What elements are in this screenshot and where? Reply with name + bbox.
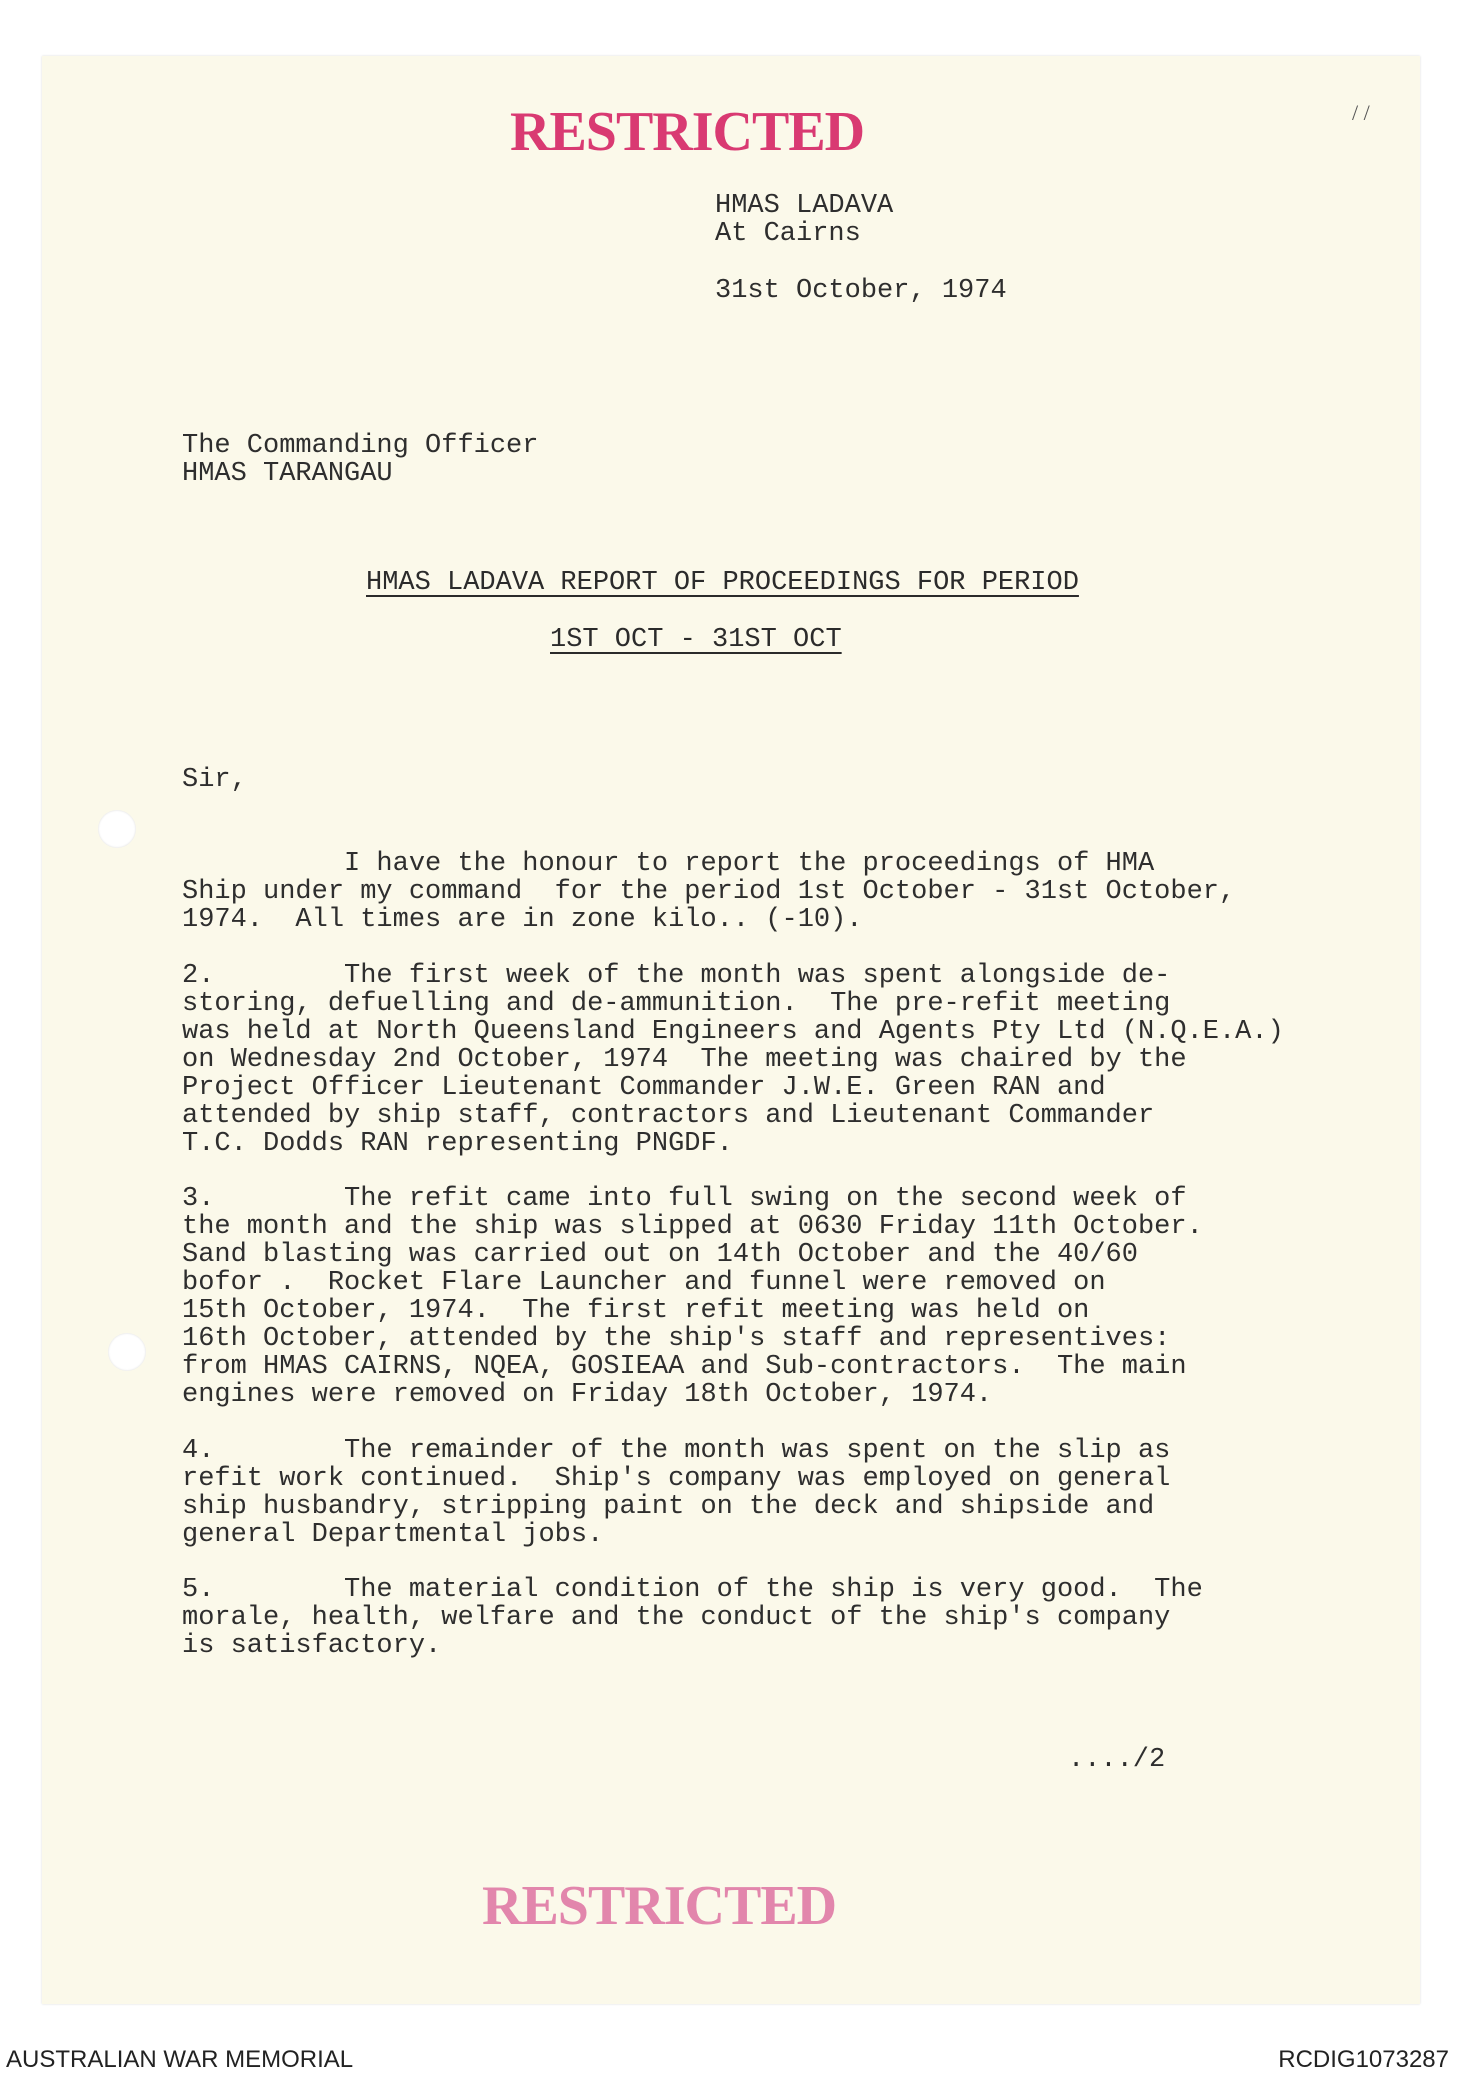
- archive-credit: AUSTRALIAN WAR MEMORIAL: [6, 2046, 354, 2073]
- page-continuation-ref: ..../2: [1068, 1745, 1166, 1775]
- paragraph-1: I have the honour to report the proceedings of HMA Ship under my command for the period 1st October - 31st October, 1974. All times are in zone kilo.. (-10).: [182, 849, 1236, 935]
- salutation: Sir,: [182, 765, 247, 795]
- addressee-title: The Commanding Officer: [182, 431, 539, 461]
- punch-hole: [108, 1333, 146, 1371]
- sender-ship: HMAS LADAVA: [715, 191, 894, 221]
- restricted-stamp-top: RESTRICTED: [510, 101, 865, 163]
- addressee-ship: HMAS TARANGAU: [182, 459, 393, 489]
- report-title: HMAS LADAVA REPORT OF PROCEEDINGS FOR PERIOD: [366, 568, 1079, 598]
- paragraph-3: 3. The refit came into full swing on the second week of the month and the ship was slipped at 0630 Friday 11th October. Sand blasting was carried out on 14th October and the 40/60 bofor . Rocket Flare Launcher and funnel were removed on 15th October, 1974. The first refit meeting was held on 16th October, attended by the ship's staff and representives: from HMAS CAIRNS, NQEA, GOSIEAA and Sub-contractors. The main engines were removed on Friday 18th October, 1974.: [182, 1184, 1203, 1410]
- paragraph-4: 4. The remainder of the month was spent on the slip as refit work continued. Ship's company was employed on general ship husbandry, stripping paint on the deck and shipside and general Departmental jobs.: [182, 1436, 1171, 1550]
- report-period: 1ST OCT - 31ST OCT: [550, 625, 842, 655]
- letter-date: 31st October, 1974: [715, 276, 1007, 306]
- punch-hole: [98, 810, 136, 848]
- addressee-block: [182, 432, 538, 488]
- archive-id: RCDIG1073287: [1278, 2046, 1449, 2073]
- paragraph-5: 5. The material condition of the ship is very good. The morale, health, welfare and the conduct of the ship's company is satisfactory.: [182, 1575, 1203, 1661]
- paragraph-2: 2. The first week of the month was spent alongside de- storing, defuelling and de-ammunition. The pre-refit meeting was held at North Queensland Engineers and Agents Pty Ltd (N.Q.E.A.) on Wednesday 2nd October, 1974 The meeting was chaired by the Project Officer Lieutenant Commander J.W.E. Green RAN and attended by ship staff, contractors and Lieutenant Commander T.C. Dodds RAN representing PNGDF.: [182, 961, 1284, 1159]
- sender-block: [715, 192, 893, 248]
- corner-mark: / /: [1352, 100, 1370, 125]
- sender-location: At Cairns: [715, 219, 861, 249]
- restricted-stamp-bottom: RESTRICTED: [482, 1875, 837, 1937]
